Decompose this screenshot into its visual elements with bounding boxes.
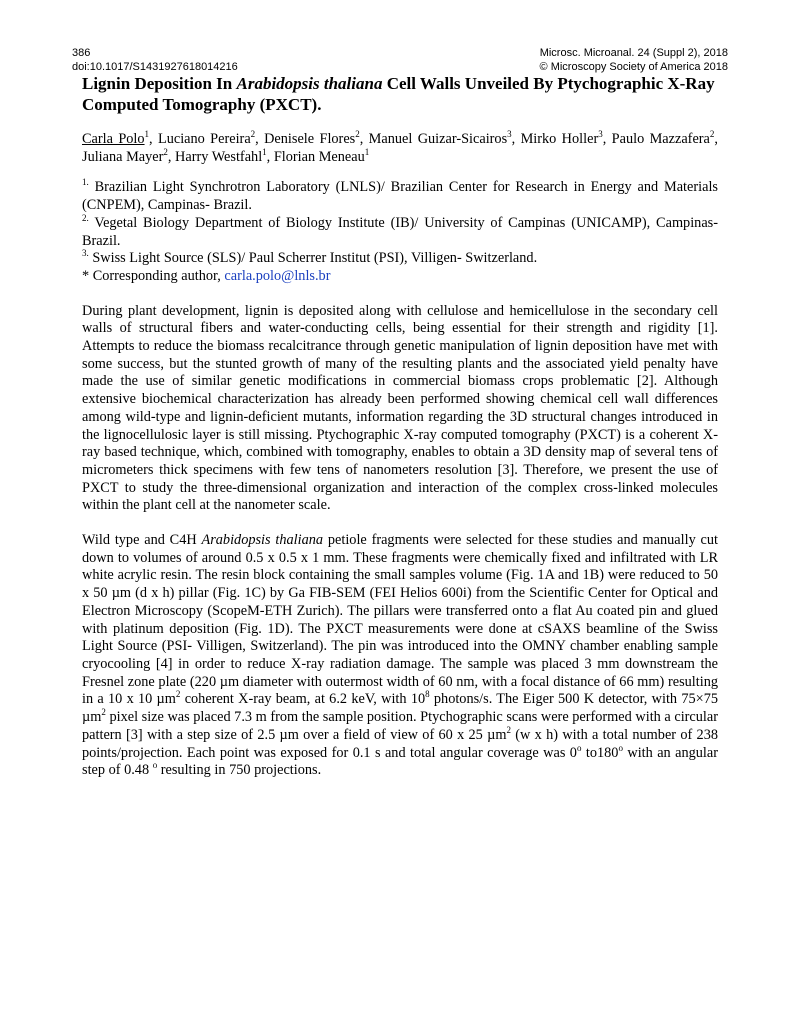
author-name: Paulo Mazzafera (611, 131, 710, 147)
text-run: resulting in 750 projections. (157, 762, 322, 779)
body-paragraph-2 (82, 532, 718, 780)
affiliation-item (82, 179, 718, 214)
page-header-right (540, 46, 728, 74)
author-affiliation-mark: 2 (250, 129, 256, 140)
text-run: to180 (581, 744, 619, 761)
affiliation-number: 1. (82, 177, 89, 188)
text-run: photons/s. The Eiger 500 K detector, with 75×75 µm (82, 691, 718, 726)
author-affiliation-mark: 3 (507, 129, 512, 140)
page-number: 386 (72, 47, 91, 59)
affiliation-item (82, 215, 718, 250)
author-name: Florian Meneau (273, 148, 365, 165)
superscript: 8 (425, 689, 430, 700)
title-part-2: Cell Walls Unveiled By Ptychographic X-Ray Computed Tomography (PXCT). (82, 74, 715, 114)
affiliation-text: Swiss Light Source (SLS)/ Paul Scherrer Institut (PSI), Villigen- Switzerland. (88, 250, 538, 267)
text-run: Wild type and C4H (82, 532, 202, 549)
copyright-line: © Microscopy Society of America 2018 (539, 61, 728, 73)
journal-citation: Microsc. Microanal. 24 (Suppl 2), 2018 (539, 47, 728, 59)
body-paragraph-1: During plant development, lignin is deposited along with cellulose and hemicellulose in the secondary cell walls of structural fibers and water-conducting cells, being essential for their strength and rigidity [1]. Attempts to reduce the biomass recalcitrance through genetic manipulation of lignin deposition have met with some success, but the stunted growth of many of the resulting plants and the associated yield penalty have made the use of similar genetic modifications in commercial biomass crops problematic [2]. Although extensive biochemical characterization has already been performed showing chemical cell wall differences among wild-type and lignin-deficient mutants, information regarding the 3D structural changes introduced in the lignocellulosic layer is still missing. Ptychographic X-ray computed tomography (PXCT) is a coherent X-ray based technique, which, combined with tomography, enables to obtain a 3D density map of several tens of micrometers thick specimens with few tens of nanometers resolution [3]. Therefore, we present the use of PXCT to study the three-dimensional organization and interaction of the complex cross-linked molecules within the plant cell at the nanometer scale. (82, 302, 718, 514)
text-run: pixel size was placed 7.3 m from the sample position. Ptychographic scans were performed with a circular pattern [3] with a step size of 2.5 µm over a field of view of 60 x 25 µm (82, 709, 718, 743)
author-affiliation-mark: 2 (355, 129, 360, 140)
text-run: petiole fragments were selected for these studies and manually cut down to volumes of around 0.5 x 0.5 x 1 mm. These fragments were chemically fixed and infiltrated with LR white acrylic resin. The resin block containing the small samples volume (Fig. 1A and 1B) were reduced to 50 x 50 µm (d x h) pillar (Fig. 1C) by Ga FIB-SEM (FEI Helios 600i) from the Scientific Center for Optical and Electron Microscopy (ScopeM-ETH Zurich). The pillars were transferred onto a flat Au coated pin and glued with platinum deposition (Fig. 1D). The PXCT measurements were done at cSAXS beamline of the Swiss Light Source (PSI- Villigen, Switzerland). The pin was introduced into the OMNY chamber enabling sample cryocooling [4] in order to reduce X-ray radiation damage. The sample was placed 3 mm downstream the Fresnel zone plate (220 µm diameter with outermost width of 60 nm, with a focal distance of 66 mm) resulting in a 10 x 10 µm (82, 532, 719, 708)
author-affiliation-mark: 1 (262, 146, 267, 157)
doi: doi:10.1017/S1431927618014216 (72, 61, 238, 73)
corresponding-email-link[interactable]: carla.polo@lnls.br (224, 267, 331, 284)
text-run: with an angular step of 0.48 (82, 744, 718, 779)
author-affiliation-mark: 1 (364, 146, 370, 157)
superscript: o (618, 742, 623, 753)
superscript: o (152, 760, 158, 771)
author-name: Harry Westfahl (175, 148, 263, 165)
author-list: Carla Polo$^1$, Luciano Pereira$^2$, Denisele Flores$^2$, Manuel Guizar-Sicairos$^3$, Mirko Holler$^3$, Paulo Mazzafera$^2$, Juliana Mayer$^2$, Harry Westfahl$^1$, Florian Meneau$^1$ (82, 129, 718, 165)
page-header-left (72, 46, 238, 74)
superscript: 2 (506, 725, 511, 736)
author-affiliation-mark: 2 (709, 129, 715, 140)
article-body (82, 73, 718, 794)
superscript: o (576, 742, 582, 753)
author-name: Mirko Holler (520, 131, 599, 147)
affiliation-text: Brazilian Light Synchrotron Laboratory (LNLS)/ Brazilian Center for Research in Energy and Materials (CNPEM), Campinas- Brazil. (82, 179, 718, 214)
affiliation-item (82, 250, 718, 268)
author-affiliation-mark: 1 (144, 129, 150, 140)
title-part-1: Lignin Deposition In (82, 74, 237, 93)
text-run: coherent X-ray beam, at 6.2 keV, with 10 (180, 691, 426, 708)
author-name: Denisele Flores (264, 131, 356, 147)
corresponding-author (82, 268, 718, 286)
author-name: Juliana Mayer (82, 148, 164, 165)
author-name: Carla Polo (82, 131, 145, 147)
superscript: 2 (175, 689, 181, 700)
text-run: (w x h) with a total number of 238 points/projection. Each point was exposed for 0.1 s and total angular coverage was 0 (82, 726, 718, 761)
author-affiliation-mark: 3 (598, 129, 603, 140)
title-species: Arabidopsis thaliana (236, 74, 383, 93)
author-name: Manuel Guizar-Sicairos (368, 131, 508, 147)
affiliation-list (82, 179, 718, 285)
paper-title (82, 73, 718, 115)
affiliation-number: 2. (82, 213, 89, 224)
affiliation-text: Vegetal Biology Department of Biology Institute (IB)/ University of Campinas (UNICAMP), Campinas- Brazil. (82, 214, 718, 249)
species-name: Arabidopsis thaliana (201, 532, 324, 549)
author-name: Luciano Pereira (157, 131, 251, 147)
superscript: 2 (101, 707, 106, 718)
author-affiliation-mark: 2 (163, 146, 168, 157)
affiliation-number: 3. (82, 248, 89, 259)
corresponding-label: * Corresponding author, (82, 267, 225, 284)
